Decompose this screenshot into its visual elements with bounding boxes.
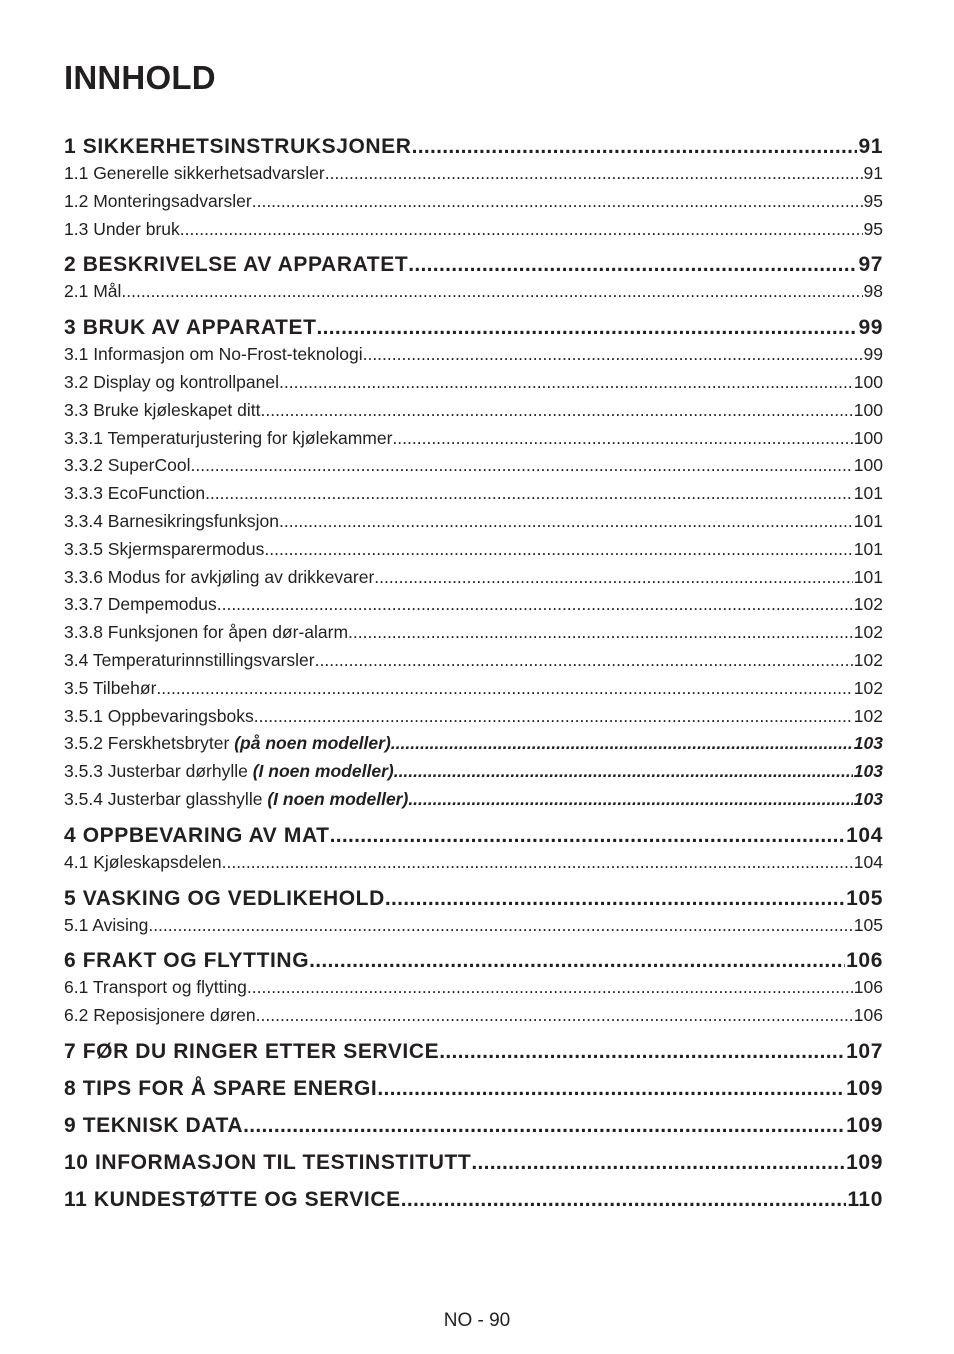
toc-section-entry — [64, 1149, 883, 1176]
toc-entry-label — [64, 188, 252, 216]
toc-entry-title: 3.3.4 Barnesikringsfunksjon — [64, 510, 279, 531]
toc-entry-label — [64, 425, 392, 453]
toc-page-number: 102 — [853, 622, 883, 643]
toc-page-number: 105 — [846, 886, 883, 910]
dot-leader — [260, 397, 852, 425]
dot-leader — [247, 974, 853, 1002]
toc-entry-title: 3.3.5 Skjermsparermodus — [64, 538, 265, 559]
toc-entry-title: 8 TIPS FOR Å SPARE ENERGI — [64, 1076, 378, 1100]
dot-leader — [394, 758, 853, 786]
toc-entry-label — [64, 786, 408, 814]
dot-leader — [377, 1075, 845, 1102]
toc-entry-title: 6.1 Transport og flytting — [64, 977, 247, 998]
dot-leader — [264, 536, 852, 564]
toc-entry-title: 6.2 Reposisjonere døren — [64, 1005, 256, 1026]
dot-leader — [205, 480, 853, 508]
toc-entry-title: 3.3.2 SuperCool — [64, 455, 191, 476]
toc-entry-title: 3.3.3 EcoFunction — [64, 483, 206, 504]
toc-entry-label — [64, 591, 217, 619]
toc-entry-title: 3.3 Bruke kjøleskapet ditt — [64, 399, 261, 420]
toc-entry-title: 3.1 Informasjon om No-Frost-teknologi — [64, 344, 363, 365]
toc-entry-title: 5.1 Avising — [64, 914, 149, 935]
toc-entry-title: 3.4 Temperaturinnstillingsvarsler — [64, 649, 315, 670]
toc-entry-title: 3.5.4 Justerbar glasshylle — [64, 788, 263, 809]
dot-leader — [190, 452, 852, 480]
toc-subsection-entry — [64, 849, 883, 877]
dot-leader — [156, 675, 852, 703]
toc-entry-label — [64, 947, 309, 974]
toc-subsection-entry — [64, 786, 883, 814]
toc-page-number: 98 — [863, 281, 883, 302]
toc-page-number: 104 — [853, 851, 883, 872]
toc-page-number: 100 — [853, 399, 883, 420]
toc-subsection-entry — [64, 619, 883, 647]
toc-page-number: 100 — [853, 427, 883, 448]
toc-entry-note: (I noen modeller) — [252, 761, 394, 782]
dot-leader — [412, 133, 858, 160]
dot-leader — [348, 619, 853, 647]
toc-page-number: 104 — [846, 823, 883, 847]
toc-entry-title: 3.5 Tilbehør — [64, 677, 157, 698]
toc-subsection-entry — [64, 216, 883, 244]
toc-entry-title: 2 BESKRIVELSE AV APPARATET — [64, 253, 409, 277]
toc-entry-label — [64, 369, 279, 397]
toc-page-number: 110 — [847, 1187, 883, 1211]
toc-entry-title: 2.1 Mål — [64, 281, 122, 302]
toc-section-entry — [64, 1186, 883, 1213]
toc-entry-label — [64, 314, 317, 341]
dot-leader — [243, 1112, 845, 1139]
toc-entry-title: 3 BRUK AV APPARATET — [64, 316, 317, 340]
toc-page-number: 109 — [846, 1076, 883, 1100]
toc-entry-title: 3.5.1 Oppbevaringsboks — [64, 705, 254, 726]
table-of-contents — [64, 133, 883, 1213]
toc-subsection-entry — [64, 703, 883, 731]
toc-section-entry — [64, 1075, 883, 1102]
dot-leader — [408, 251, 857, 278]
toc-page-number: 102 — [853, 594, 883, 615]
toc-page-number: 103 — [853, 761, 883, 782]
toc-entry-label — [64, 341, 363, 369]
toc-page-number: 91 — [863, 163, 883, 183]
toc-entry-label — [64, 885, 385, 912]
toc-section-entry — [64, 947, 883, 974]
toc-entry-title: 1.3 Under bruk — [64, 218, 180, 239]
page-title: INNHOLD — [64, 59, 216, 96]
toc-section-entry — [64, 314, 883, 341]
toc-page-number: 97 — [858, 253, 883, 277]
toc-page-number: 103 — [853, 788, 883, 809]
toc-entry-label — [64, 508, 279, 536]
toc-entry-title: 1.2 Monteringsadvarsler — [64, 190, 252, 211]
toc-page-number: 106 — [853, 1005, 883, 1026]
toc-page-number: 102 — [853, 677, 883, 698]
toc-page-number: 100 — [853, 371, 883, 392]
toc-entry-title: 11 KUNDESTØTTE OG SERVICE — [64, 1187, 401, 1211]
toc-subsection-entry — [64, 912, 883, 940]
toc-subsection-entry — [64, 675, 883, 703]
toc-entry-title: 1.1 Generelle sikkerhetsadvarsler — [64, 163, 325, 183]
toc-entry-title: 4.1 Kjøleskapsdelen — [64, 851, 222, 872]
dot-leader — [325, 160, 863, 188]
toc-entry-title: 3.3.6 Modus for avkjøling av drikkevarer — [64, 566, 375, 587]
toc-page-number: 100 — [853, 455, 883, 476]
toc-page-number: 101 — [853, 538, 883, 559]
dot-leader — [148, 912, 852, 940]
toc-entry-title: 9 TEKNISK DATA — [64, 1113, 244, 1137]
dot-leader — [180, 216, 863, 244]
toc-entry-title: 1 SIKKERHETSINSTRUKSJONER — [64, 135, 412, 158]
toc-section-entry — [64, 885, 883, 912]
toc-entry-label — [64, 974, 247, 1002]
toc-entry-label — [64, 647, 315, 675]
toc-page-number: 106 — [846, 949, 883, 973]
toc-page-number: 95 — [863, 218, 883, 239]
toc-entry-title: 3.3.8 Funksjonen for åpen dør-alarm — [64, 622, 349, 643]
dot-leader — [374, 564, 853, 592]
toc-page-number: 95 — [863, 190, 883, 211]
toc-entry-title: 3.3.7 Dempemodus — [64, 594, 217, 615]
toc-entry-title: 5 VASKING OG VEDLIKEHOLD — [64, 886, 385, 910]
toc-page-number: 109 — [846, 1150, 883, 1174]
toc-entry-label — [64, 480, 205, 508]
toc-entry-label — [64, 1112, 243, 1139]
toc-subsection-entry — [64, 160, 883, 188]
toc-entry-title: 10 INFORMASJON TIL TESTINSTITUTT — [64, 1150, 472, 1174]
toc-page-number: 102 — [853, 649, 883, 670]
dot-leader — [279, 508, 853, 536]
toc-page-number: 102 — [853, 705, 883, 726]
toc-entry-label — [64, 619, 348, 647]
dot-leader — [392, 425, 852, 453]
toc-entry-label — [64, 703, 254, 731]
toc-entry-label — [64, 1038, 439, 1065]
toc-entry-label — [64, 1002, 256, 1030]
toc-subsection-entry — [64, 647, 883, 675]
toc-page-number: 101 — [853, 566, 883, 587]
toc-page-number: 103 — [853, 733, 883, 754]
toc-subsection-entry — [64, 480, 883, 508]
toc-entry-title: 7 FØR DU RINGER ETTER SERVICE — [64, 1039, 440, 1063]
toc-page-number: 105 — [853, 914, 883, 935]
toc-entry-label — [64, 251, 408, 278]
dot-leader — [471, 1149, 845, 1176]
toc-page-number: 91 — [858, 135, 883, 158]
toc-entry-label — [64, 397, 260, 425]
dot-leader — [217, 591, 853, 619]
toc-section-entry — [64, 251, 883, 278]
toc-entry-title: 3.2 Display og kontrollpanel — [64, 371, 279, 392]
toc-subsection-entry — [64, 564, 883, 592]
toc-entry-label — [64, 1075, 377, 1102]
toc-page-number: 99 — [858, 316, 883, 340]
toc-entry-label — [64, 216, 180, 244]
toc-entry-label — [64, 822, 330, 849]
toc-entry-label — [64, 536, 264, 564]
toc-entry-label — [64, 849, 222, 877]
toc-entry-label — [64, 278, 121, 306]
dot-leader — [391, 730, 853, 758]
dot-leader — [309, 947, 845, 974]
toc-section-entry — [64, 1038, 883, 1065]
toc-page-number: 101 — [853, 483, 883, 504]
dot-leader — [385, 885, 845, 912]
dot-leader — [254, 703, 853, 731]
page-number: NO - 90 — [443, 1310, 511, 1331]
toc-page-number: 107 — [846, 1039, 883, 1063]
toc-entry-label — [64, 564, 374, 592]
toc-subsection-entry — [64, 758, 883, 786]
toc-entry-label — [64, 160, 325, 188]
toc-subsection-entry — [64, 397, 883, 425]
dot-leader — [439, 1038, 845, 1065]
dot-leader — [408, 786, 852, 814]
toc-subsection-entry — [64, 974, 883, 1002]
dot-leader — [317, 314, 858, 341]
toc-section-entry — [64, 822, 883, 849]
dot-leader — [315, 647, 853, 675]
toc-subsection-entry — [64, 536, 883, 564]
toc-subsection-entry — [64, 1002, 883, 1030]
dot-leader — [279, 369, 853, 397]
toc-entry-label — [64, 758, 394, 786]
dot-leader — [330, 822, 846, 849]
toc-page-number: 109 — [846, 1113, 883, 1137]
toc-page-number: 99 — [863, 344, 883, 365]
toc-page-number: 106 — [853, 977, 883, 998]
toc-subsection-entry — [64, 730, 883, 758]
toc-subsection-entry — [64, 369, 883, 397]
dot-leader — [363, 341, 863, 369]
toc-entry-label — [64, 675, 156, 703]
dot-leader — [222, 849, 853, 877]
toc-entry-title: 4 OPPBEVARING AV MAT — [64, 823, 330, 847]
toc-entry-title: 6 FRAKT OG FLYTTING — [64, 949, 310, 973]
dot-leader — [252, 188, 863, 216]
toc-entry-title: 3.3.1 Temperaturjustering for kjølekammer — [64, 427, 393, 448]
toc-section-entry — [64, 133, 883, 160]
toc-subsection-entry — [64, 341, 883, 369]
toc-subsection-entry — [64, 591, 883, 619]
toc-page-number: 101 — [853, 510, 883, 531]
toc-section-entry — [64, 1112, 883, 1139]
toc-entry-title: 3.5.2 Ferskhetsbryter — [64, 733, 230, 754]
toc-entry-title: 3.5.3 Justerbar dørhylle — [64, 761, 248, 782]
toc-entry-note: (på noen modeller) — [234, 733, 391, 754]
toc-entry-note: (I noen modeller) — [267, 788, 409, 809]
toc-entry-label — [64, 912, 148, 940]
dot-leader — [121, 278, 862, 306]
toc-subsection-entry — [64, 188, 883, 216]
toc-subsection-entry — [64, 508, 883, 536]
toc-entry-label — [64, 1149, 471, 1176]
toc-subsection-entry — [64, 452, 883, 480]
dot-leader — [256, 1002, 853, 1030]
toc-subsection-entry — [64, 278, 883, 306]
toc-entry-label — [64, 730, 391, 758]
dot-leader — [401, 1186, 847, 1213]
toc-entry-label — [64, 1186, 401, 1213]
toc-entry-label — [64, 452, 190, 480]
toc-entry-label — [64, 133, 412, 160]
toc-subsection-entry — [64, 425, 883, 453]
